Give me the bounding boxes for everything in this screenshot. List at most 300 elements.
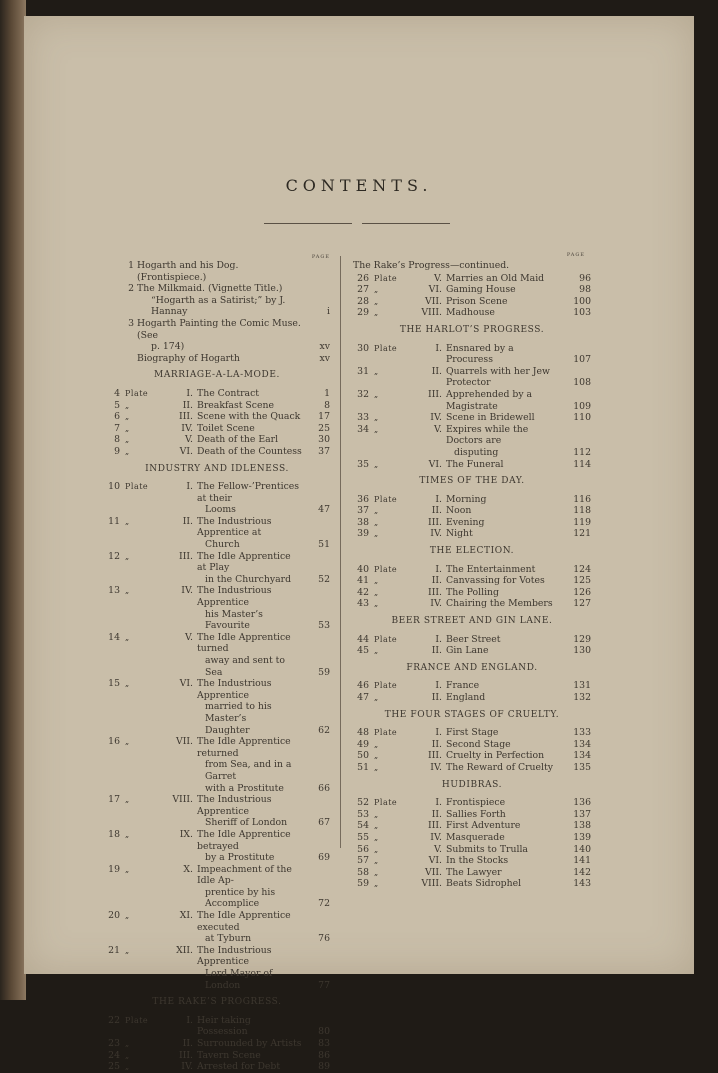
plate-roman-numeral: III. (179, 411, 193, 423)
contents-entry (104, 423, 330, 435)
book-spine-edge (0, 0, 26, 1000)
page-number: 143 (573, 878, 591, 890)
entry-title-line: Canvassing for Votes (446, 575, 545, 587)
entry-title (446, 867, 563, 879)
plate-number (104, 353, 134, 365)
page-number: 30 (318, 434, 330, 446)
plate-label: „ (374, 389, 379, 399)
plate-number: 10 (108, 481, 120, 493)
plate-roman-numeral: III. (428, 586, 442, 598)
contents-entry (104, 411, 330, 423)
plate-number: 45 (357, 645, 369, 657)
entry-title-line: Beats Sidrophel (446, 878, 522, 890)
plate-roman-numeral: IV. (181, 585, 193, 597)
entry-title-line: The Industrious Apprentice (197, 794, 272, 817)
plate-label: „ (125, 864, 130, 874)
entry-title-line: his Master’s Favourite (205, 608, 263, 632)
entry-title-line: The Fellow-’Prentices at their (197, 481, 300, 504)
plate-number: 46 (357, 680, 369, 692)
entry-title-line: Gin Lane (446, 645, 489, 657)
entry-title (197, 388, 302, 400)
plate-label: „ (374, 832, 379, 842)
plate-label: „ (125, 400, 130, 410)
contents-entry (353, 855, 591, 867)
entry-title-line: Lord Mayor of London (205, 968, 273, 991)
entry-title-line: Beer Street (446, 633, 501, 645)
page-number: 96 (579, 272, 591, 284)
page-number: 129 (573, 633, 591, 645)
plate-roman-numeral: II. (431, 808, 442, 820)
plate-number: 52 (357, 797, 369, 809)
entry-title-line: at Tyburn (205, 933, 252, 945)
entry-title (197, 1038, 302, 1050)
entry-title (446, 587, 563, 599)
entry-title (197, 632, 302, 678)
plate-roman-numeral: I. (435, 797, 442, 809)
plate-roman-numeral: II. (431, 505, 442, 517)
plate-label: Plate (125, 1015, 149, 1025)
entry-title (446, 598, 563, 610)
contents-entry (104, 283, 330, 318)
plate-label: „ (125, 586, 130, 596)
entry-title-line: Impeachment of the Idle Ap- (197, 863, 292, 887)
entry-title-line: Looms (205, 504, 236, 516)
book-page (24, 16, 694, 1073)
contents-entry (353, 727, 591, 739)
contents-entry (353, 424, 591, 459)
plate-number: 42 (357, 586, 369, 598)
entry-title (197, 910, 302, 945)
plate-roman-numeral: X. (183, 863, 193, 875)
page-number: 135 (573, 761, 591, 773)
plate-number: 14 (108, 631, 120, 643)
entry-title (197, 829, 302, 864)
contents-entry (104, 260, 330, 283)
page-number: 131 (573, 680, 591, 692)
entry-title (446, 424, 563, 459)
plate-number: 20 (108, 910, 120, 922)
plate-label: Plate (374, 343, 398, 353)
entry-title-line: Sheriff of London (205, 817, 288, 829)
entry-title (197, 411, 302, 423)
column-divider (340, 256, 341, 848)
plate-number: 12 (108, 550, 120, 562)
page-number: 118 (573, 505, 591, 517)
entry-title-line: Second Stage (446, 738, 511, 750)
page-number: 124 (573, 563, 591, 575)
entry-title (446, 505, 563, 517)
page-number: 110 (573, 412, 591, 424)
page-number: 1 (324, 387, 330, 399)
plate-roman-numeral: I. (435, 727, 442, 739)
plate-roman-numeral: III. (179, 550, 193, 562)
title-rule-right (362, 223, 450, 224)
plate-roman-numeral: VI. (428, 458, 442, 470)
plate-label: „ (374, 844, 379, 854)
plate-roman-numeral: V. (433, 843, 442, 855)
plate-number: 18 (108, 828, 120, 840)
contents-entry (353, 820, 591, 832)
entry-title-line: Gaming House (446, 284, 516, 296)
plate-number: 9 (114, 445, 120, 457)
page-number: 37 (318, 445, 330, 457)
plate-roman-numeral: II. (182, 515, 193, 527)
plate-roman-numeral: VI. (428, 855, 442, 867)
entry-title-line: First Stage (446, 727, 499, 739)
entry-title-line: disputing (454, 446, 499, 458)
contents-entry (353, 844, 591, 856)
entry-title-line: p. 174) (151, 341, 185, 353)
plate-label: „ (125, 829, 130, 839)
entry-title-line: The Industrious Apprentice at (197, 515, 272, 539)
page-number: 140 (573, 843, 591, 855)
page-title: CONTENTS. (285, 176, 433, 195)
page-number: 127 (573, 598, 591, 610)
plate-label: „ (374, 867, 379, 877)
contents-entry (353, 750, 591, 762)
page-number: 126 (573, 586, 591, 598)
entry-title-line: Apprehended by a Magistrate (446, 388, 533, 412)
entry-title-line: “Hogarth as a Satirist;” by J. Hannay (151, 294, 286, 318)
entry-title-line: Breakfast Scene (197, 399, 274, 411)
section-heading: FRANCE AND ENGLAND. (406, 662, 538, 673)
section-heading: HUDIBRAS. (441, 779, 503, 790)
plate-number: 56 (357, 843, 369, 855)
contents-entry (353, 692, 591, 704)
plate-roman-numeral: IV. (430, 528, 442, 540)
page-number: 53 (318, 620, 330, 632)
page-number: 98 (579, 284, 591, 296)
entry-title (134, 260, 302, 283)
entry-title (197, 585, 302, 631)
entry-title-line: Biography of Hogarth (137, 352, 240, 364)
plate-number: 33 (357, 412, 369, 424)
page-number: 80 (318, 1026, 330, 1038)
contents-entry (353, 575, 591, 587)
plate-label: „ (374, 285, 379, 295)
entry-title-line: Night (446, 528, 473, 540)
entry-title-line: away and sent to Sea (205, 655, 285, 678)
entry-title (197, 551, 302, 586)
entry-title-line: Church (205, 539, 240, 551)
entry-title (446, 412, 563, 424)
page-number: 114 (573, 458, 591, 470)
plate-label: „ (125, 412, 130, 422)
entry-title (197, 1061, 302, 1073)
plate-number: 37 (357, 505, 369, 517)
plate-number: 1 (128, 260, 134, 271)
plate-label: „ (374, 506, 379, 516)
entry-title-line: The Entertainment (446, 563, 536, 575)
page-number: 89 (318, 1061, 330, 1073)
plate-label: „ (374, 576, 379, 586)
plate-number: 48 (357, 727, 369, 739)
entry-title (197, 736, 302, 794)
plate-label: „ (374, 308, 379, 318)
plate-number: 53 (357, 808, 369, 820)
plate-number: 21 (108, 944, 120, 956)
plate-number: 25 (108, 1061, 120, 1073)
entry-title (446, 750, 563, 762)
plate-number: 36 (357, 493, 369, 505)
entry-title-line: Cruelty in Perfection (446, 750, 545, 762)
page-number: 59 (318, 666, 330, 678)
page-number: 47 (318, 504, 330, 516)
page-column-header: PAGE (566, 252, 585, 258)
entry-title (446, 564, 563, 576)
entry-title (197, 434, 302, 446)
entry-title (197, 481, 302, 516)
entry-title-line: Chairing the Members (446, 598, 553, 610)
plate-roman-numeral: II. (182, 1038, 193, 1049)
page-number: 51 (318, 539, 330, 551)
plate-label: „ (125, 435, 130, 445)
entry-title (446, 820, 563, 832)
plate-number: 29 (357, 307, 369, 319)
entry-title (446, 517, 563, 529)
entry-title-line: married to his Master’s (205, 701, 272, 724)
entry-title-line: Madhouse (446, 307, 495, 319)
plate-label: Plate (374, 564, 398, 574)
entry-title-line: In the Stocks (446, 855, 509, 867)
page-number: 8 (324, 399, 330, 411)
plate-roman-numeral: III. (428, 750, 442, 762)
plate-roman-numeral: I. (186, 1014, 193, 1026)
plate-roman-numeral: III. (428, 516, 442, 528)
entry-title (446, 284, 563, 296)
plate-roman-numeral: II. (431, 738, 442, 750)
entry-title (446, 296, 563, 308)
page-number: 107 (573, 354, 591, 366)
plate-label: „ (374, 366, 379, 376)
entry-title (446, 459, 563, 471)
plate-roman-numeral: III. (428, 388, 442, 400)
page-number: 141 (573, 855, 591, 867)
plate-roman-numeral: V. (184, 631, 193, 643)
entry-title-line: Tavern Scene (197, 1049, 261, 1061)
plate-roman-numeral: VIII. (421, 307, 442, 319)
plate-number: 32 (357, 388, 369, 400)
contents-entry (353, 645, 591, 657)
entry-title-line: with a Prostitute (205, 782, 284, 794)
page-number: 139 (573, 831, 591, 843)
title-rule-left (264, 223, 352, 224)
entry-title (446, 389, 563, 412)
plate-number: 44 (357, 633, 369, 645)
entry-title-line: Scene in Bridewell (446, 412, 535, 424)
plate-number: 2 (128, 283, 134, 295)
contents-entry (353, 832, 591, 844)
entry-title-line: in the Churchyard (205, 573, 292, 585)
plate-number: 17 (108, 794, 120, 806)
plate-roman-numeral: IV. (430, 598, 442, 610)
page-number: 116 (573, 493, 591, 505)
plate-roman-numeral: IV. (430, 831, 442, 843)
page-number: 83 (318, 1038, 330, 1049)
entry-title-line: Heir taking Possession (197, 1014, 251, 1038)
plate-roman-numeral: I. (435, 680, 442, 692)
plate-roman-numeral: VIII. (172, 794, 193, 806)
contents-entry (353, 307, 591, 319)
plate-number: 24 (108, 1049, 120, 1061)
contents-entry (104, 945, 330, 991)
plate-roman-numeral: IV. (181, 422, 193, 434)
plate-number: 28 (357, 295, 369, 307)
entry-title (446, 645, 563, 657)
plate-number: 15 (108, 678, 120, 690)
plate-number: 59 (357, 878, 369, 890)
page-number: 17 (318, 411, 330, 423)
contents-entry (353, 598, 591, 610)
section-heading: THE HARLOT’S PROGRESS. (399, 324, 545, 335)
plate-roman-numeral: I. (435, 633, 442, 645)
page-number: 66 (318, 782, 330, 794)
entry-title-line: The Industrious Apprentice (197, 678, 272, 701)
plate-roman-numeral: IX. (179, 828, 193, 840)
entry-title (197, 794, 302, 829)
page-number: xv (319, 341, 330, 353)
entry-title (446, 739, 563, 751)
contents-entry (353, 739, 591, 751)
plate-roman-numeral: IV. (430, 412, 442, 424)
plate-label: „ (125, 1050, 130, 1060)
entry-title (197, 400, 302, 412)
entry-title-line: Daughter (205, 724, 250, 736)
plate-label: „ (125, 632, 130, 642)
plate-number: 7 (114, 422, 120, 434)
page-number: 130 (573, 645, 591, 657)
plate-number: 35 (357, 458, 369, 470)
entry-title-line: The Idle Apprentice at Play (197, 550, 291, 574)
contents-entry (104, 794, 330, 829)
page-number: 77 (318, 979, 330, 991)
entry-title-line: The Idle Apprentice returned (197, 736, 291, 759)
plate-number: 55 (357, 831, 369, 843)
section-heading: TIMES OF THE DAY. (419, 476, 525, 487)
contents-column-left (104, 248, 330, 1073)
page-number: 109 (573, 400, 591, 412)
plate-roman-numeral: I. (435, 563, 442, 575)
entry-title (446, 343, 563, 366)
entry-title (446, 797, 563, 809)
entry-title (197, 1050, 302, 1062)
entry-title (134, 283, 302, 318)
page-number: 67 (318, 817, 330, 829)
entry-title (446, 762, 563, 774)
page-number: 134 (573, 738, 591, 750)
entry-title-line: France (446, 680, 480, 692)
plate-number: 54 (357, 820, 369, 832)
plate-number: 49 (357, 738, 369, 750)
plate-label: „ (374, 856, 379, 866)
page-number: xv (319, 352, 330, 364)
page-number: 25 (318, 422, 330, 434)
page-number: 103 (573, 307, 591, 319)
page-number: 134 (573, 750, 591, 762)
plate-number: 40 (357, 563, 369, 575)
entry-title (446, 366, 563, 389)
continued-heading: The Rake’s Progress—continued. (353, 260, 510, 271)
plate-roman-numeral: VII. (424, 866, 442, 878)
section-heading: MARRIAGE-A-LA-MODE. (154, 370, 280, 381)
contents-entry (104, 864, 330, 910)
plate-number: 50 (357, 750, 369, 762)
plate-number: 43 (357, 598, 369, 610)
entry-title-line: The Idle Apprentice executed (197, 910, 291, 933)
section-heading: THE FOUR STAGES OF CRUELTY. (384, 709, 560, 720)
contents-entry (104, 736, 330, 794)
entry-title (197, 864, 302, 910)
entry-title-line: The Reward of Cruelty (446, 761, 554, 773)
entry-title (197, 516, 302, 551)
plate-label: „ (374, 529, 379, 539)
plate-label: „ (125, 911, 130, 921)
plate-label: Plate (374, 728, 398, 738)
plate-number: 4 (114, 387, 120, 399)
plate-label: „ (125, 945, 130, 955)
contents-entry (353, 343, 591, 366)
contents-entry (104, 481, 330, 516)
plate-roman-numeral: I. (435, 493, 442, 505)
page-number: 121 (573, 528, 591, 540)
entry-title-line: The Milkmaid. (Vignette Title.) (137, 283, 283, 295)
page-number: 132 (573, 692, 591, 703)
contents-entry (353, 517, 591, 529)
plate-label: „ (125, 1062, 130, 1072)
contents-entry (353, 296, 591, 308)
plate-roman-numeral: V. (184, 434, 193, 446)
page-number: 133 (573, 727, 591, 739)
contents-entry (104, 551, 330, 586)
entry-title (446, 878, 563, 890)
entry-title-line: The Polling (446, 586, 499, 598)
contents-entry (104, 1061, 330, 1073)
plate-roman-numeral: II. (431, 365, 442, 377)
page-number: 52 (318, 573, 330, 585)
entry-title (134, 353, 302, 365)
plate-roman-numeral: II. (182, 399, 193, 411)
plate-label: „ (374, 762, 379, 772)
plate-roman-numeral: V. (433, 423, 442, 435)
plate-number: 58 (357, 866, 369, 878)
entry-title-line: Arrested for Debt (197, 1061, 281, 1073)
contents-entry (104, 1050, 330, 1062)
page-number: 62 (318, 724, 330, 736)
entry-title (446, 855, 563, 867)
plate-roman-numeral: II. (431, 645, 442, 657)
section-heading: THE RAKE’S PROGRESS. (152, 997, 282, 1008)
contents-entry (353, 494, 591, 506)
entry-title-line: Sallies Forth (446, 808, 506, 820)
entry-title-line: Hogarth and his Dog. (Frontispiece.) (137, 260, 239, 283)
plate-label: „ (374, 809, 379, 819)
page-number: 100 (573, 295, 591, 307)
plate-label: „ (374, 599, 379, 609)
plate-roman-numeral: I. (435, 342, 442, 354)
contents-entry (353, 284, 591, 296)
plate-label: „ (125, 423, 130, 433)
plate-number: 30 (357, 342, 369, 354)
plate-number: 34 (357, 423, 369, 435)
contents-entry (353, 878, 591, 890)
contents-entry (353, 867, 591, 879)
entry-title (197, 1015, 302, 1038)
contents-entry (353, 680, 591, 692)
entry-title (134, 318, 302, 353)
contents-entry (353, 762, 591, 774)
entry-title-line: Surrounded by Artists (197, 1038, 302, 1049)
entry-title (197, 446, 302, 458)
